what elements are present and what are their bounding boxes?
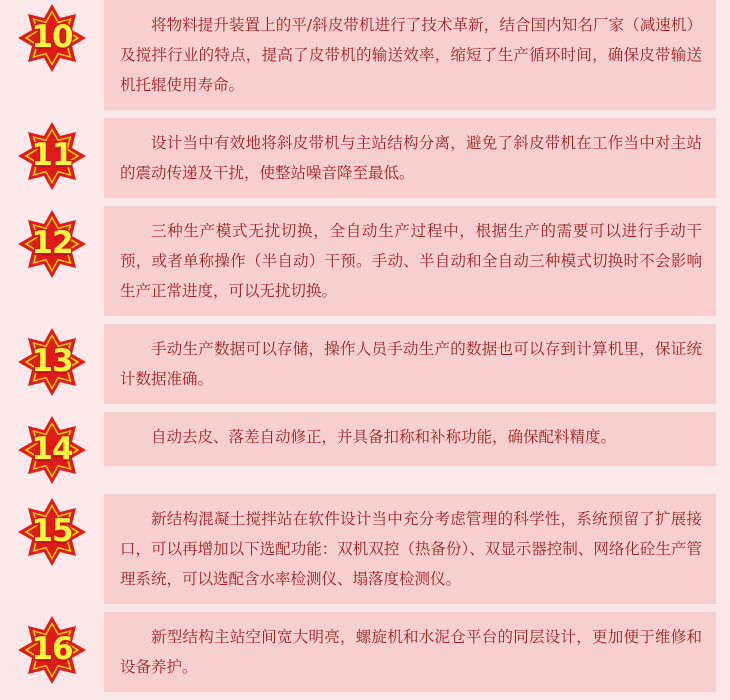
star-burst-badge [16, 120, 88, 192]
badge-container [0, 0, 104, 74]
item-number: 12 [31, 224, 73, 261]
item-text-box [104, 0, 716, 110]
badge-container [0, 494, 104, 568]
item-number: 11 [31, 136, 73, 173]
item-number: 15 [31, 512, 73, 549]
item-number: 13 [31, 342, 73, 379]
star-burst-badge [16, 2, 88, 74]
item-number: 10 [31, 18, 73, 55]
item-text: 新型结构主站空间宽大明亮，螺旋机和水泥仓平台的同层设计，更加便于维修和设备养护。 [120, 628, 702, 676]
item-text-box [104, 324, 716, 404]
item-text: 三种生产模式无扰切换，全自动生产过程中，根据生产的需要可以进行手动干预，或者单称操作（半自动）干预。手动、半自动和全自动三种模式切换时不会影响生产正常进度，可以无扰切换。 [120, 222, 702, 300]
item-text: 将物料提升装置上的平/斜皮带机进行了技术革新，结合国内知名厂家（减速机）及搅拌行业的特点，提高了皮带机的输送效率，缩短了生产循环时间，确保皮带输送机托辊使用寿命。 [120, 16, 702, 94]
item-text: 设计当中有效地将斜皮带机与主站结构分离，避免了斜皮带机在工作当中对主站的震动传递及干扰，使整站噪音降至最低。 [120, 134, 702, 182]
item-text-box [104, 412, 716, 466]
star-burst-badge [16, 496, 88, 568]
list-item [0, 494, 730, 604]
list-item [0, 0, 730, 110]
item-text: 新结构混凝土搅拌站在软件设计当中充分考虑管理的科学性，系统预留了扩展接口，可以再增加以下选配功能：双机双控（热备份）、双显示器控制、网络化砼生产管理系统，可以选配含水率检测仪、塌落度检测仪。 [120, 510, 702, 588]
list-item [0, 324, 730, 404]
badge-container [0, 412, 104, 486]
badge-container [0, 612, 104, 686]
list-item [0, 412, 730, 486]
item-text-box [104, 206, 716, 316]
item-text: 手动生产数据可以存储，操作人员手动生产的数据也可以存到计算机里，保证统计数据准确。 [120, 340, 702, 388]
badge-container [0, 118, 104, 192]
star-burst-badge [16, 614, 88, 686]
item-text-box [104, 494, 716, 604]
list-item [0, 118, 730, 198]
badge-container [0, 324, 104, 398]
list-item [0, 206, 730, 316]
item-number: 14 [31, 430, 73, 467]
item-number: 16 [31, 630, 73, 667]
list-item [0, 612, 730, 692]
star-burst-badge [16, 414, 88, 486]
item-text-box [104, 612, 716, 692]
item-text: 自动去皮、落差自动修正，并具备扣称和补称功能，确保配料精度。 [151, 428, 617, 446]
item-text-box [104, 118, 716, 198]
badge-container [0, 206, 104, 280]
star-burst-badge [16, 326, 88, 398]
star-burst-badge [16, 208, 88, 280]
